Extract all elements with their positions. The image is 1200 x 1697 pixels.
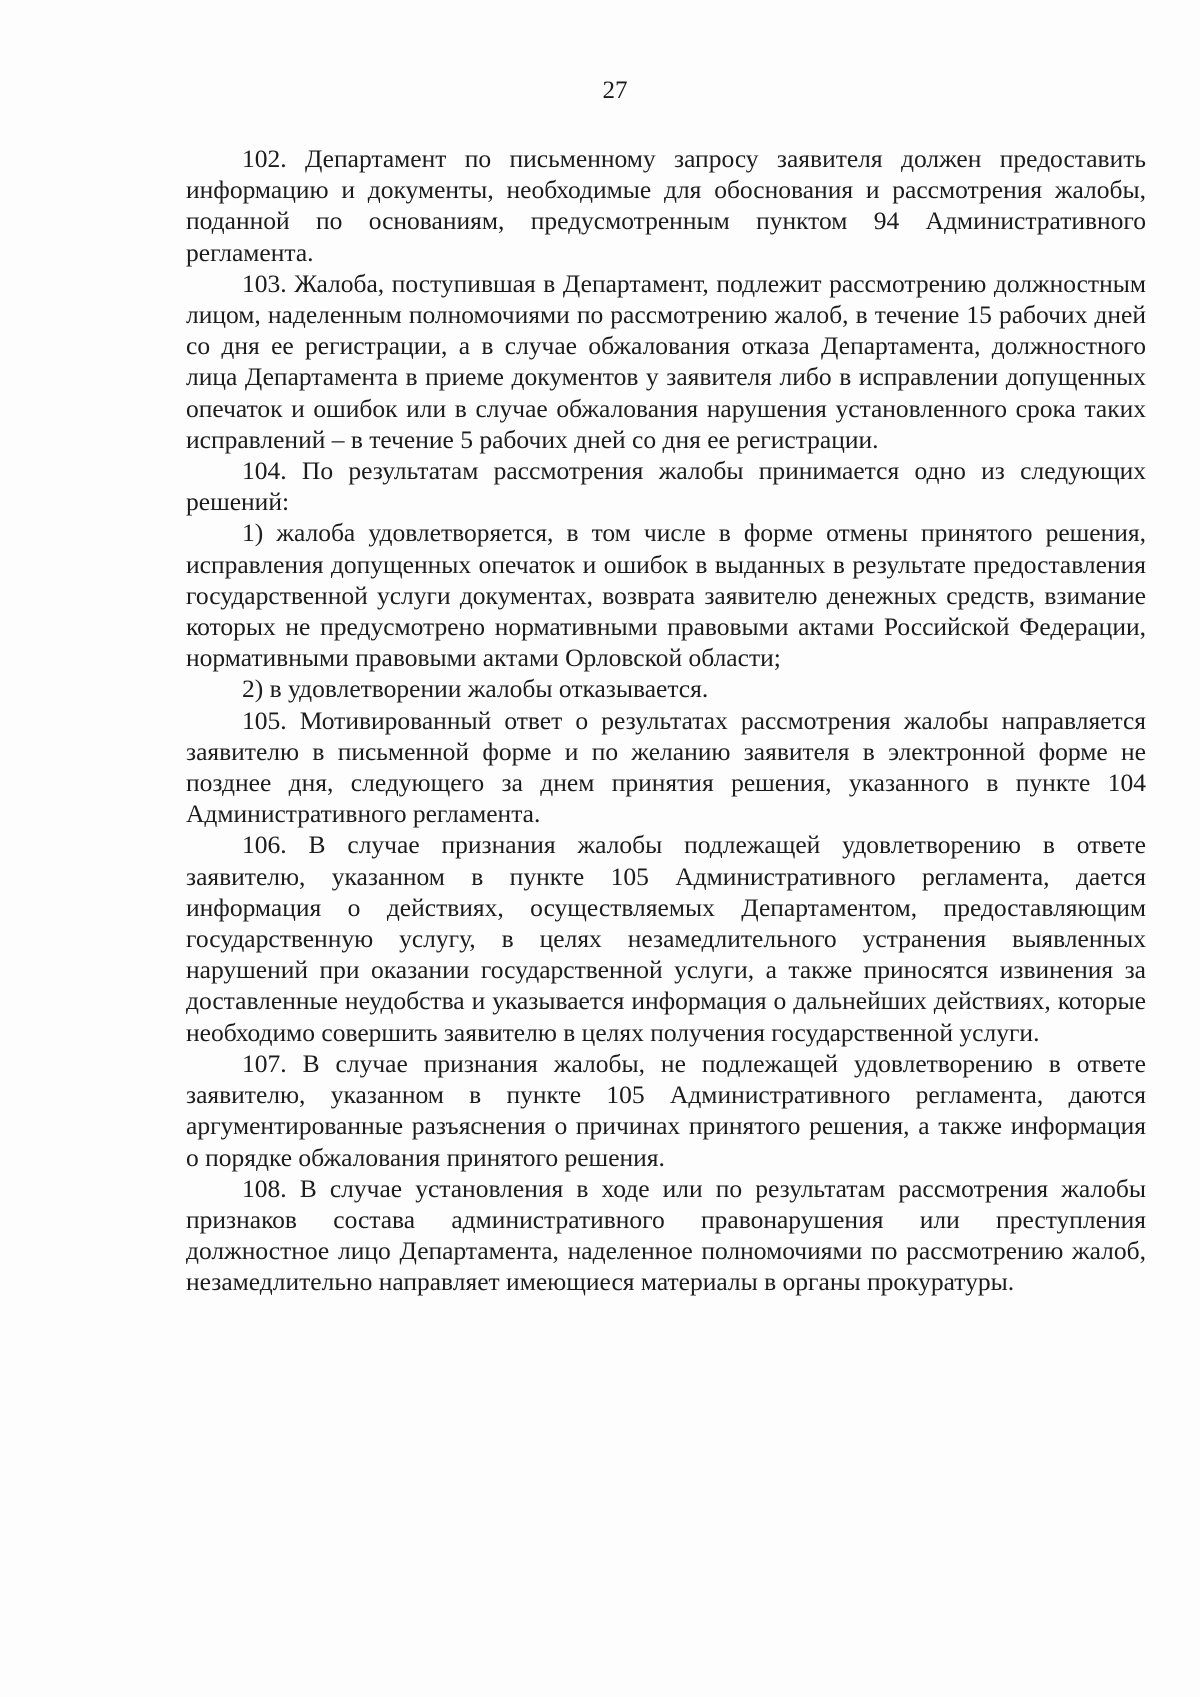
document-body [186,143,1146,1298]
paragraph-104-item-2: 2) в удовлетворении жалобы отказывается. [242,674,709,704]
paragraph-102: 102. Департамент по письменному запросу заявителя должен предоставить информацию и документы, необходимые для обоснования и рассмотрения жалобы, поданной по основаниям, предусмотренным пунктом 94 Административного регламента. [186,144,1146,267]
paragraph-108: 108. В случае установления в ходе или по результатам рассмотрения жалобы признаков состава административного правонарушения или преступления должностное лицо Департамента, наделенное полномочиями по рассмотрению жалоб, незамедлительно направляет имеющиеся материалы в органы прокуратуры. [186,1173,1146,1297]
page-number: 27 [602,77,628,104]
paragraph-104: 104. По результатам рассмотрения жалобы принимается одно из следующих решений: [186,456,1146,517]
paragraph-104-item-1: 1) жалоба удовлетворяется, в том числе в форме отмены принятого решения, исправления допущенных опечаток и ошибок в выданных в результате предоставления государственной услуги документах, возврата заявителю денежных средств, взимание которых не предусмотрено нормативными правовыми актами Российской Федерации, нормативными правовыми актами Орловской области; [186,518,1146,673]
paragraph-103: 103. Жалоба, поступившая в Департамент, подлежит рассмотрению должностным лицом, наделенным полномочиями по рассмотрению жалоб, в течение 15 рабочих дней со дня ее регистрации, а в случае обжалования отказа Департамента, должностного лица Департамента в приеме документов у заявителя либо в исправлении допущенных опечаток и ошибок или в случае обжалования нарушения установленного срока таких исправлений – в течение 5 рабочих дней со дня ее регистрации. [186,268,1146,454]
paragraph-107: 107. В случае признания жалобы, не подлежащей удовлетворению в ответе заявителю, указанном в пункте 105 Административного регламента, даются аргументированные разъяснения о причинах принятого решения, а также информация о порядке обжалования принятого решения. [186,1048,1146,1172]
paragraph-105: 105. Мотивированный ответ о результатах рассмотрения жалобы направляется заявителю в письменной форме и по желанию заявителя в электронной форме не позднее дня, следующего за днем принятия решения, указанного в пункте 104 Административного регламента. [186,705,1146,829]
paragraph-106: 106. В случае признания жалобы подлежащей удовлетворению в ответе заявителю, указанном в пункте 105 Административного регламента, дается информация о действиях, осуществляемых Департаментом, предоставляющим государственную услугу, в целях незамедлительного устранения выявленных нарушений при оказании государственной услуги, а также приносятся извинения за доставленные неудобства и указывается информация о дальнейших действиях, которые необходимо совершить заявителю в целях получения государственной услуги. [186,830,1146,1047]
